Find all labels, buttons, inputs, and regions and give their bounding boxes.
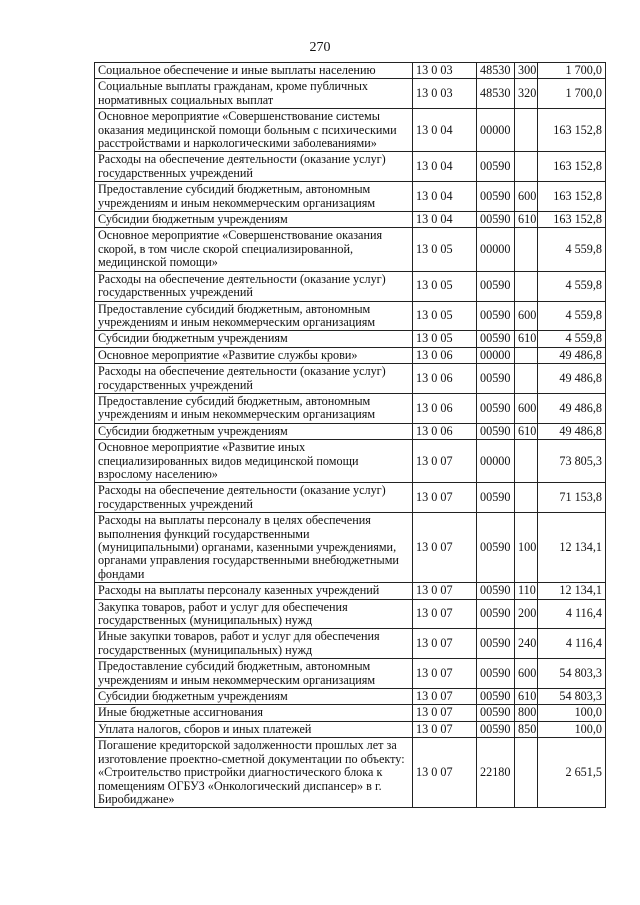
- item-code: 13 0 07: [413, 705, 477, 721]
- item-program: 00590: [477, 364, 515, 394]
- item-expense-type: 300: [515, 63, 538, 79]
- table-row: [95, 347, 606, 363]
- item-program: 00590: [477, 393, 515, 423]
- item-program: 00590: [477, 212, 515, 228]
- table-row: [95, 301, 606, 331]
- item-name: Основное мероприятие «Совершенствование оказания скорой, в том числе скорой специализированной, медицинской помощи»: [95, 228, 413, 271]
- table-row: [95, 364, 606, 394]
- table-row: [95, 63, 606, 79]
- item-code: 13 0 07: [413, 440, 477, 483]
- item-sum: 4 116,4: [538, 599, 606, 629]
- item-name: Расходы на обеспечение деятельности (оказание услуг) государственных учреждений: [95, 271, 413, 301]
- item-sum: 12 134,1: [538, 583, 606, 599]
- item-program: 00590: [477, 689, 515, 705]
- item-code: 13 0 07: [413, 483, 477, 513]
- item-name: Субсидии бюджетным учреждениям: [95, 212, 413, 228]
- item-code: 13 0 06: [413, 423, 477, 439]
- item-program: 00000: [477, 347, 515, 363]
- item-name: Уплата налогов, сборов и иных платежей: [95, 721, 413, 737]
- item-expense-type: [515, 228, 538, 271]
- item-code: 13 0 03: [413, 79, 477, 109]
- item-sum: 73 805,3: [538, 440, 606, 483]
- item-code: 13 0 06: [413, 364, 477, 394]
- item-name: Социальное обеспечение и иные выплаты населению: [95, 63, 413, 79]
- item-sum: 4 559,8: [538, 301, 606, 331]
- table-row: [95, 79, 606, 109]
- page-number: 270: [309, 40, 331, 55]
- item-code: 13 0 07: [413, 738, 477, 808]
- item-code: 13 0 07: [413, 659, 477, 689]
- item-name: Предоставление субсидий бюджетным, автономным учреждениям и иным некоммерческим организациям: [95, 182, 413, 212]
- budget-table-body: [95, 63, 606, 808]
- item-name: Иные бюджетные ассигнования: [95, 705, 413, 721]
- table-row: [95, 629, 606, 659]
- item-sum: 49 486,8: [538, 364, 606, 394]
- item-program: 00590: [477, 583, 515, 599]
- item-sum: 71 153,8: [538, 483, 606, 513]
- table-row: [95, 393, 606, 423]
- item-name: Иные закупки товаров, работ и услуг для обеспечения государственных (муниципальных) нужд: [95, 629, 413, 659]
- table-row: [95, 659, 606, 689]
- item-sum: 49 486,8: [538, 347, 606, 363]
- item-program: 00590: [477, 182, 515, 212]
- item-expense-type: 800: [515, 705, 538, 721]
- item-name: Расходы на обеспечение деятельности (оказание услуг) государственных учреждений: [95, 483, 413, 513]
- item-expense-type: [515, 364, 538, 394]
- item-name: Основное мероприятие «Совершенствование системы оказания медицинской помощи больным с психическими расстройствами и наркологическими заболеваниями»: [95, 109, 413, 152]
- item-code: 13 0 05: [413, 331, 477, 347]
- table-row: [95, 271, 606, 301]
- item-expense-type: 600: [515, 182, 538, 212]
- table-row: [95, 513, 606, 583]
- item-name: Предоставление субсидий бюджетным, автономным учреждениям и иным некоммерческим организациям: [95, 393, 413, 423]
- item-sum: 100,0: [538, 721, 606, 737]
- item-expense-type: 320: [515, 79, 538, 109]
- table-row: [95, 440, 606, 483]
- item-expense-type: 610: [515, 689, 538, 705]
- item-code: 13 0 07: [413, 721, 477, 737]
- item-sum: 49 486,8: [538, 393, 606, 423]
- item-code: 13 0 07: [413, 513, 477, 583]
- table-row: [95, 583, 606, 599]
- item-sum: 4 559,8: [538, 331, 606, 347]
- item-code: 13 0 05: [413, 301, 477, 331]
- item-program: 00590: [477, 423, 515, 439]
- item-code: 13 0 06: [413, 393, 477, 423]
- item-expense-type: 100: [515, 513, 538, 583]
- item-name: Расходы на выплаты персоналу казенных учреждений: [95, 583, 413, 599]
- table-row: [95, 212, 606, 228]
- item-sum: 54 803,3: [538, 659, 606, 689]
- item-expense-type: [515, 738, 538, 808]
- item-program: 48530: [477, 79, 515, 109]
- item-expense-type: 110: [515, 583, 538, 599]
- item-sum: 54 803,3: [538, 689, 606, 705]
- item-sum: 1 700,0: [538, 63, 606, 79]
- item-expense-type: 850: [515, 721, 538, 737]
- item-program: 00590: [477, 599, 515, 629]
- item-expense-type: [515, 109, 538, 152]
- item-program: 22180: [477, 738, 515, 808]
- item-sum: 4 559,8: [538, 271, 606, 301]
- item-expense-type: 600: [515, 659, 538, 689]
- item-code: 13 0 07: [413, 629, 477, 659]
- item-code: 13 0 04: [413, 109, 477, 152]
- item-name: Основное мероприятие «Развитие иных специализированных видов медицинской помощи взрослому населению»: [95, 440, 413, 483]
- item-program: 00590: [477, 271, 515, 301]
- table-row: [95, 152, 606, 182]
- table-row: [95, 689, 606, 705]
- item-sum: 1 700,0: [538, 79, 606, 109]
- table-row: [95, 738, 606, 808]
- item-program: 00590: [477, 513, 515, 583]
- item-expense-type: [515, 440, 538, 483]
- item-program: 00590: [477, 483, 515, 513]
- item-code: 13 0 07: [413, 583, 477, 599]
- item-name: Расходы на обеспечение деятельности (оказание услуг) государственных учреждений: [95, 152, 413, 182]
- item-sum: 49 486,8: [538, 423, 606, 439]
- item-name: Субсидии бюджетным учреждениям: [95, 331, 413, 347]
- item-name: Субсидии бюджетным учреждениям: [95, 689, 413, 705]
- item-name: Предоставление субсидий бюджетным, автономным учреждениям и иным некоммерческим организациям: [95, 659, 413, 689]
- table-row: [95, 331, 606, 347]
- item-code: 13 0 05: [413, 228, 477, 271]
- item-sum: 163 152,8: [538, 182, 606, 212]
- item-program: 00000: [477, 440, 515, 483]
- table-row: [95, 599, 606, 629]
- item-sum: 163 152,8: [538, 109, 606, 152]
- item-expense-type: 240: [515, 629, 538, 659]
- item-code: 13 0 07: [413, 689, 477, 705]
- item-code: 13 0 07: [413, 599, 477, 629]
- item-program: 00590: [477, 659, 515, 689]
- item-sum: 2 651,5: [538, 738, 606, 808]
- item-expense-type: [515, 347, 538, 363]
- item-sum: 100,0: [538, 705, 606, 721]
- table-row: [95, 228, 606, 271]
- item-program: 48530: [477, 63, 515, 79]
- item-name: Закупка товаров, работ и услуг для обеспечения государственных (муниципальных) нужд: [95, 599, 413, 629]
- item-name: Расходы на выплаты персоналу в целях обеспечения выполнения функций государственными (муниципальными) органами, казенными учреждениями, органами управления государственными внебюджетными фондами: [95, 513, 413, 583]
- table-row: [95, 423, 606, 439]
- item-program: 00590: [477, 301, 515, 331]
- item-program: 00000: [477, 109, 515, 152]
- item-expense-type: [515, 152, 538, 182]
- item-sum: 4 559,8: [538, 228, 606, 271]
- item-expense-type: 600: [515, 301, 538, 331]
- item-sum: 163 152,8: [538, 152, 606, 182]
- item-program: 00590: [477, 705, 515, 721]
- item-code: 13 0 04: [413, 212, 477, 228]
- item-sum: 12 134,1: [538, 513, 606, 583]
- item-code: 13 0 06: [413, 347, 477, 363]
- item-sum: 4 116,4: [538, 629, 606, 659]
- table-row: [95, 721, 606, 737]
- table-row: [95, 705, 606, 721]
- item-code: 13 0 03: [413, 63, 477, 79]
- table-row: [95, 182, 606, 212]
- item-expense-type: 600: [515, 393, 538, 423]
- item-name: Погашение кредиторской задолженности прошлых лет за изготовление проектно-сметной документации по объекту: «Строительство пристройки диагностического блока к помещениям ОГБУЗ «Онкологический диспансер» в г. Биробиджане»: [95, 738, 413, 808]
- item-program: 00590: [477, 331, 515, 347]
- item-program: 00590: [477, 721, 515, 737]
- item-name: Социальные выплаты гражданам, кроме публичных нормативных социальных выплат: [95, 79, 413, 109]
- table-row: [95, 483, 606, 513]
- item-expense-type: 200: [515, 599, 538, 629]
- item-expense-type: 610: [515, 423, 538, 439]
- item-expense-type: [515, 483, 538, 513]
- item-name: Предоставление субсидий бюджетным, автономным учреждениям и иным некоммерческим организациям: [95, 301, 413, 331]
- item-code: 13 0 04: [413, 182, 477, 212]
- item-name: Основное мероприятие «Развитие службы крови»: [95, 347, 413, 363]
- item-expense-type: 610: [515, 212, 538, 228]
- table-row: [95, 109, 606, 152]
- item-code: 13 0 05: [413, 271, 477, 301]
- item-expense-type: [515, 271, 538, 301]
- item-expense-type: 610: [515, 331, 538, 347]
- item-program: 00590: [477, 152, 515, 182]
- item-program: 00000: [477, 228, 515, 271]
- item-name: Расходы на обеспечение деятельности (оказание услуг) государственных учреждений: [95, 364, 413, 394]
- item-name: Субсидии бюджетным учреждениям: [95, 423, 413, 439]
- item-program: 00590: [477, 629, 515, 659]
- item-sum: 163 152,8: [538, 212, 606, 228]
- item-code: 13 0 04: [413, 152, 477, 182]
- budget-table: [94, 62, 606, 808]
